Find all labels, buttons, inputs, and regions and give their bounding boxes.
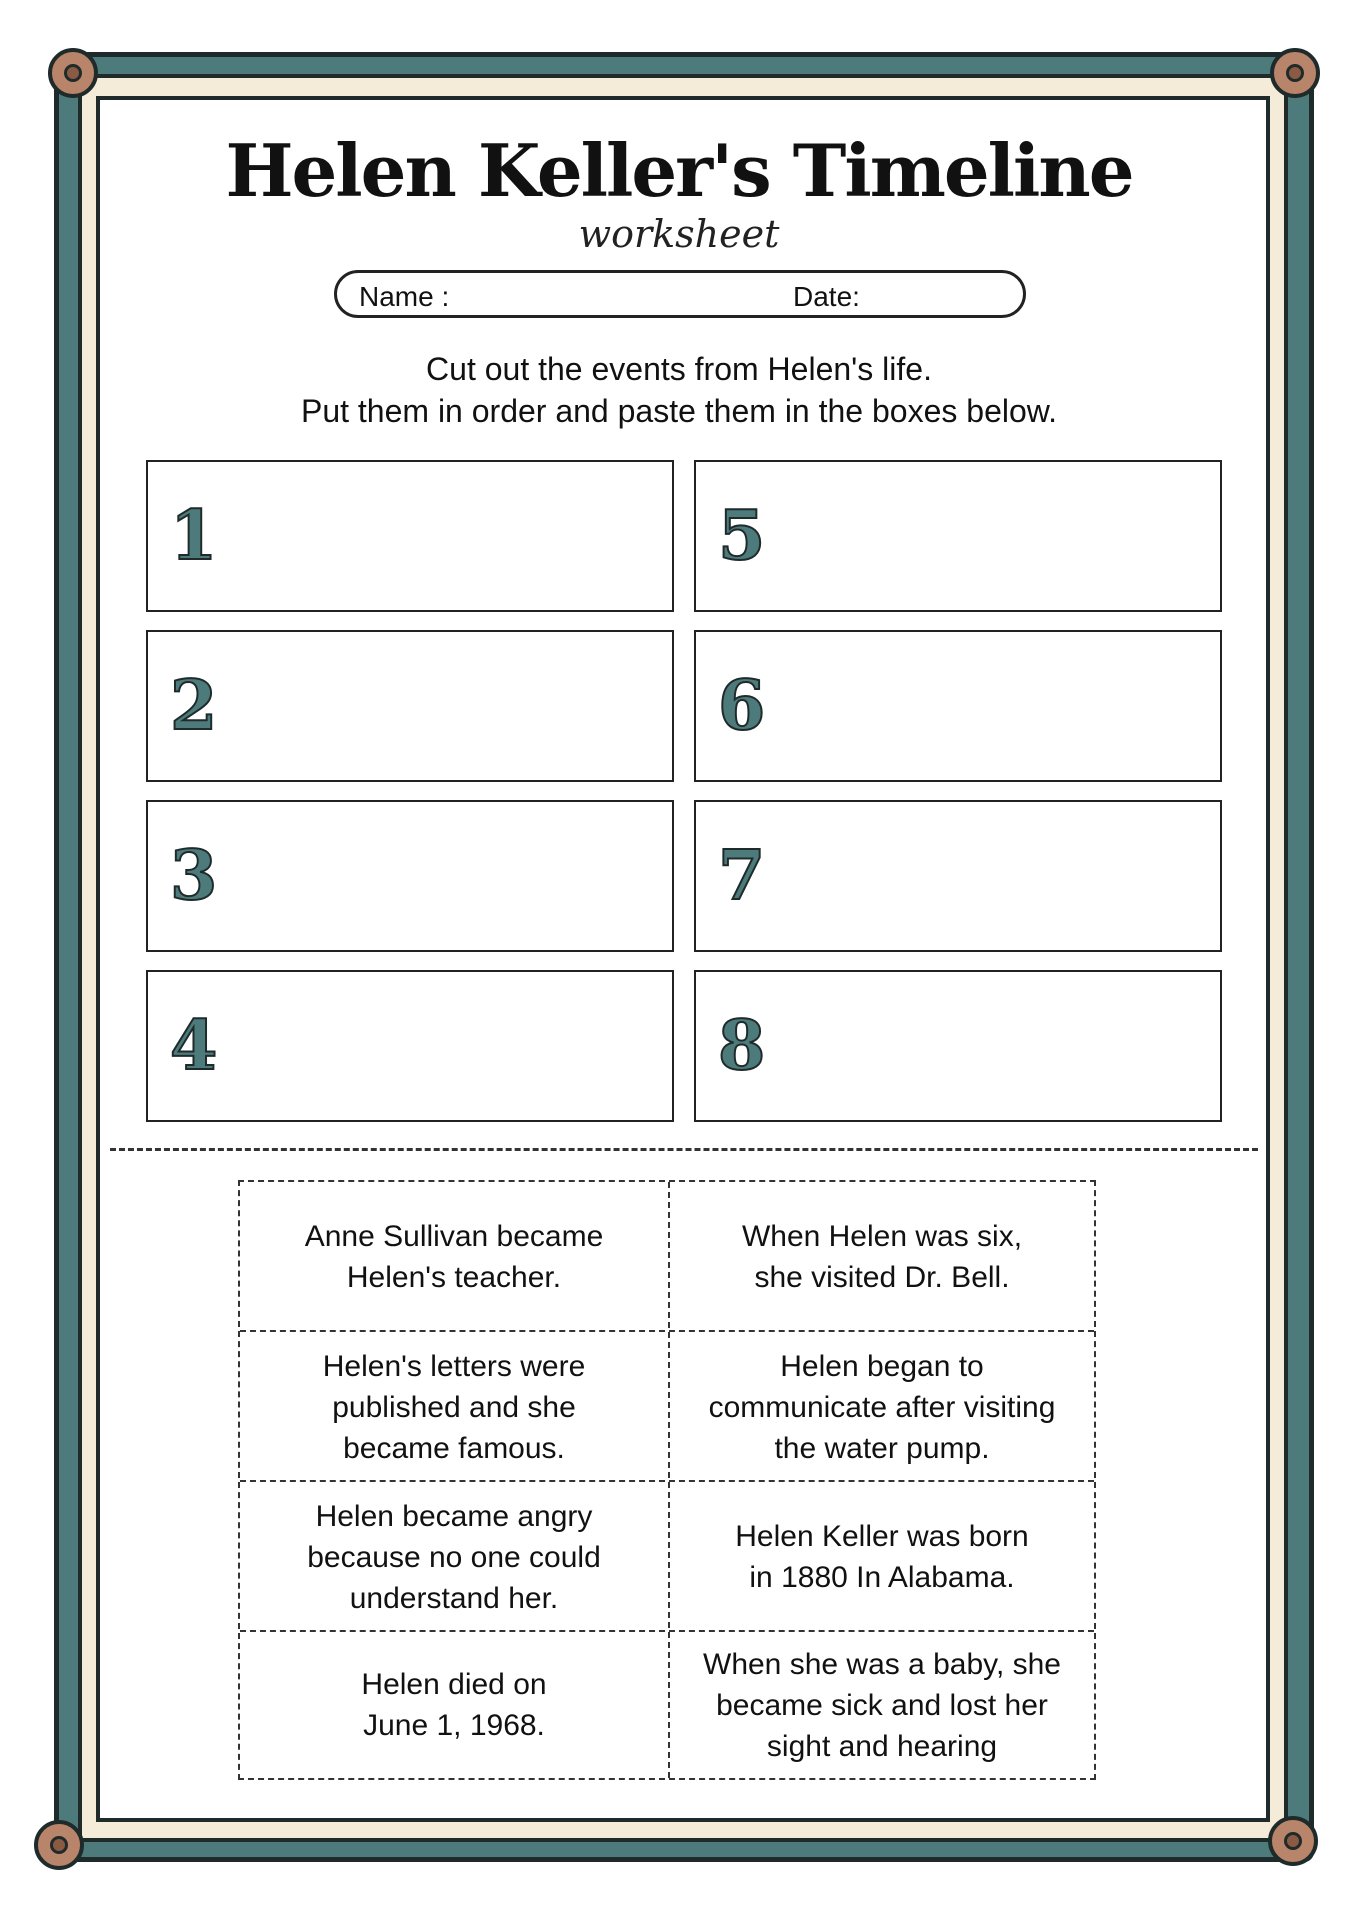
order-box-1[interactable] [146,460,674,612]
corner-ornament-top-right [1270,48,1320,98]
order-number: 7 [718,836,766,916]
name-date-field[interactable] [334,270,1026,318]
order-number: 4 [170,1006,218,1086]
date-label: Date: [793,281,860,312]
worksheet-title: Helen Keller's Timeline [225,128,1133,213]
event-card[interactable]: Helen died on June 1, 1968. [361,1668,547,1742]
event-card[interactable]: When Helen was six, she visited Dr. Bell. [741,1220,1023,1294]
corner-ornament-bottom-right [1268,1816,1318,1866]
event-cards-grid [238,1180,1096,1780]
order-box-2[interactable] [146,630,674,782]
event-card[interactable]: Helen Keller was born in 1880 In Alabama. [735,1520,1029,1594]
order-number: 1 [170,496,218,576]
instructions-line-1: Cut out the events from Helen's life. [426,351,932,387]
instructions [0,348,1358,432]
order-number: 5 [718,496,766,576]
order-box-4[interactable] [146,970,674,1122]
corner-ornament-bottom-left [34,1820,84,1870]
order-box-7[interactable] [694,800,1222,952]
worksheet-subtitle: worksheet [578,212,780,256]
order-number: 6 [718,666,766,746]
order-box-6[interactable] [694,630,1222,782]
corner-ornament-top-left [48,48,98,98]
event-card[interactable]: Helen became angry because no one could understand her. [307,1499,601,1615]
event-card[interactable]: Anne Sullivan became Helen's teacher. [304,1220,604,1294]
event-card[interactable]: Helen began to communicate after visiting the water pump. [708,1349,1056,1465]
order-number: 3 [170,836,218,916]
order-number: 8 [718,1006,766,1086]
order-box-5[interactable] [694,460,1222,612]
name-label: Name : [359,281,450,312]
instructions-line-2: Put them in order and paste them in the boxes below. [300,393,1057,429]
event-card[interactable]: Helen's letters were published and she became famous. [322,1349,586,1465]
order-box-8[interactable] [694,970,1222,1122]
cut-line [110,1148,1258,1151]
event-card[interactable]: When she was a baby, she became sick and lost her sight and hearing [703,1647,1061,1763]
order-box-3[interactable] [146,800,674,952]
order-number: 2 [170,666,218,746]
